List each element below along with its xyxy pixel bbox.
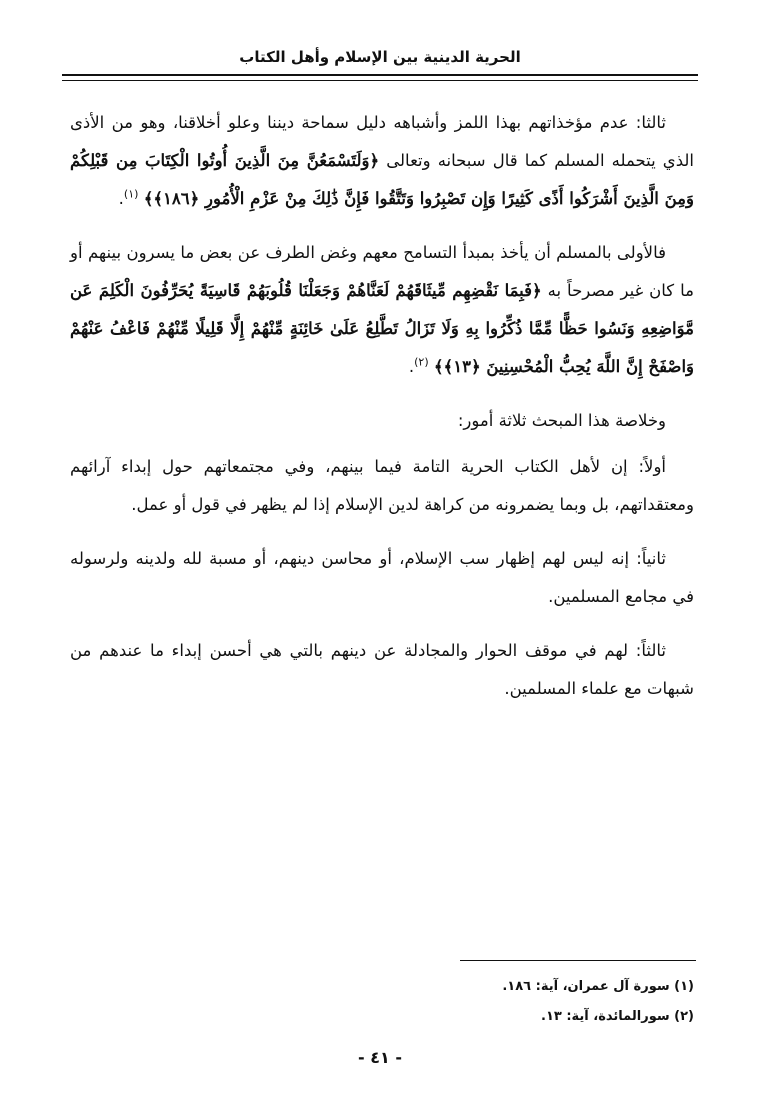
paragraph-text: فالأولى بالمسلم أن يأخذ بمبدأ التسامح معهم وغض الطرف عن بعض ما يسرون بينهم أو ما كان غير مصرحاً به xyxy=(70,243,694,300)
summary-heading: وخلاصة هذا المبحث ثلاثة أمور: xyxy=(457,411,666,430)
footnote-ref: (١) xyxy=(123,187,139,201)
header-rule-thin xyxy=(62,80,698,81)
paragraph-1 xyxy=(70,104,694,218)
point-1: أولاً: إن لأهل الكتاب الحرية التامة فيما بينهم، وفي مجتمعاتهم حول إبداء آرائهم ومعتقداتهم، بل وبما يضمرونه من كراهة لدين الإسلام إذا لم يظهر في قول أو عمل. xyxy=(70,457,694,514)
footnotes xyxy=(300,972,694,1032)
running-head: الحرية الدينية بين الإسلام وأهل الكتاب xyxy=(239,48,521,66)
quran-verse: ﴿فَبِمَا نَقْضِهِم مِّيثَاقَهُمْ لَعَنَّاهُمْ وَجَعَلْنَا قُلُوبَهُمْ قَاسِيَةً يُحَرِّفُونَ الْكَلِمَ عَن مَّوَاضِعِهِ وَنَسُوا حَظًّا مِّمَّا ذُكِّرُوا بِهِ وَلَا تَزَالُ تَطَّلِعُ عَلَىٰ خَائِنَةٍ مِّنْهُمْ إِلَّا قَلِيلًا مِّنْهُمْ فَاعْفُ عَنْهُمْ وَاصْفَحْ إِنَّ اللَّهَ يُحِبُّ الْمُحْسِنِينَ ﴿١٣﴾﴾ xyxy=(70,281,694,376)
footnote-1: (١) سورة آل عمران، آية: ١٨٦. xyxy=(502,979,694,994)
page-body xyxy=(70,104,694,724)
quran-verse: ﴿وَلَتَسْمَعُنَّ مِنَ الَّذِينَ أُوتُوا الْكِتَابَ مِن قَبْلِكُمْ وَمِنَ الَّذِينَ أَشْرَكُوا أَذًى كَثِيرًا وَإِن تَصْبِرُوا وَتَتَّقُوا فَإِنَّ ذَٰلِكَ مِنْ عَزْمِ الْأُمُورِ ﴿١٨٦﴾﴾ xyxy=(70,151,694,208)
paragraph-2 xyxy=(70,234,694,386)
page-number: - ٤١ - xyxy=(358,1048,402,1067)
footnote-2: (٢) سورالمائدة، آية: ١٣. xyxy=(540,1009,694,1024)
paragraph-end: . xyxy=(408,357,415,376)
footnote-ref: (٢) xyxy=(414,355,429,369)
paragraph-text: ثالثا: عدم مؤخذاتهم بهذا اللمز وأشباهه دليل سماحة ديننا وعلو أخلاقنا، وهو من الأذى الذي يتحمله المسلم كما قال سبحانه وتعالى xyxy=(70,113,694,170)
header-rule-thick xyxy=(62,74,698,76)
point-3: ثالثاً: لهم في موقف الحوار والمجادلة عن دينهم بالتي هي أحسن إبداء ما عندهم من شبهات مع علماء المسلمين. xyxy=(70,641,694,698)
paragraph-end: . xyxy=(118,189,124,208)
point-2: ثانياً: إنه ليس لهم إظهار سب الإسلام، أو محاسن دينهم، أو مسبة لله ولدينه ولرسوله في مجامع المسلمين. xyxy=(70,549,694,606)
footnote-separator xyxy=(460,960,696,961)
